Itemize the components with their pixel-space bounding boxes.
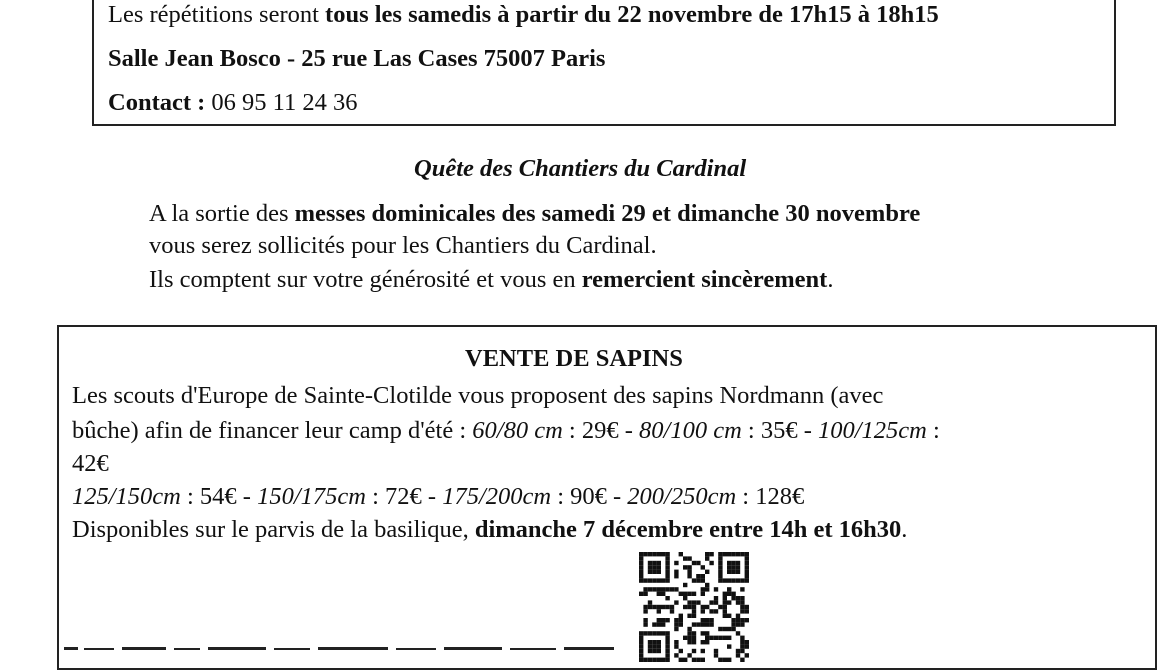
quete-line-2: vous serez sollicités pour les Chantiers du Cardinal. <box>149 232 657 259</box>
sapins-line-5 <box>72 515 907 545</box>
cutoff-text-line <box>62 641 622 650</box>
price-200-250: : 128€ <box>736 483 805 510</box>
quete-line-1-intro: A la sortie des <box>149 200 295 227</box>
price-175-200: : 90€ - <box>551 483 628 510</box>
quete-title: Quête des Chantiers du Cardinal <box>414 155 747 182</box>
sapins-line-5-intro: Disponibles sur le parvis de la basilique, <box>72 516 475 543</box>
rehearsals-schedule-line <box>108 0 939 30</box>
rehearsals-address-line <box>108 44 605 74</box>
size-150-175: 150/175cm <box>257 483 366 510</box>
sapins-line-3: 42€ <box>72 450 109 477</box>
sapins-line-5-period: . <box>901 516 908 543</box>
size-60-80: 60/80 cm <box>472 417 563 444</box>
sapins-title: VENTE DE SAPINS <box>465 345 683 372</box>
sapins-line-1: Les scouts d'Europe de Sainte-Clotilde vous proposent des sapins Nordmann (avec <box>72 382 884 409</box>
quete-line-1-dates: messes dominicales des samedi 29 et dimanche 30 novembre <box>294 200 921 227</box>
sapins-line-2-intro: bûche) afin de financer leur camp d'été : <box>72 417 473 444</box>
quete-line-3-intro: Ils comptent sur votre générosité et vous en <box>149 266 582 293</box>
sapins-sale-date: dimanche 7 décembre entre 14h et 16h30 <box>474 516 902 543</box>
contact-phone: 06 95 11 24 36 <box>205 89 358 116</box>
quete-line-3-period: . <box>827 266 834 293</box>
price-100-125-sep: : <box>926 417 940 444</box>
price-60-80: : 29€ - <box>562 417 640 444</box>
size-125-150: 125/150cm <box>72 483 181 510</box>
quete-line-3-thanks: remercient sincèrement <box>581 266 828 293</box>
sapins-line-2 <box>72 416 940 446</box>
rehearsals-schedule-days: tous les samedis à partir du 22 novembre de 17h15 à 18h15 <box>325 1 939 28</box>
size-200-250: 200/250cm <box>627 483 737 510</box>
rehearsals-contact-line <box>108 88 358 118</box>
price-125-150: : 54€ - <box>180 483 258 510</box>
qr-code[interactable] <box>639 552 749 662</box>
price-80-100: : 35€ - <box>741 417 818 444</box>
rehearsals-schedule-intro: Les répétitions seront <box>108 1 326 28</box>
qr-code-graphic <box>639 552 749 662</box>
quete-line-1 <box>149 199 920 229</box>
contact-label: Contact : <box>108 89 206 116</box>
quete-line-3 <box>149 265 833 295</box>
sapins-line-4 <box>72 482 804 512</box>
size-80-100: 80/100 cm <box>639 417 742 444</box>
size-100-125: 100/125cm <box>817 417 927 444</box>
price-150-175: : 72€ - <box>365 483 443 510</box>
size-175-200: 175/200cm <box>442 483 552 510</box>
rehearsals-address: Salle Jean Bosco - 25 rue Las Cases 75007 Paris <box>108 45 606 72</box>
